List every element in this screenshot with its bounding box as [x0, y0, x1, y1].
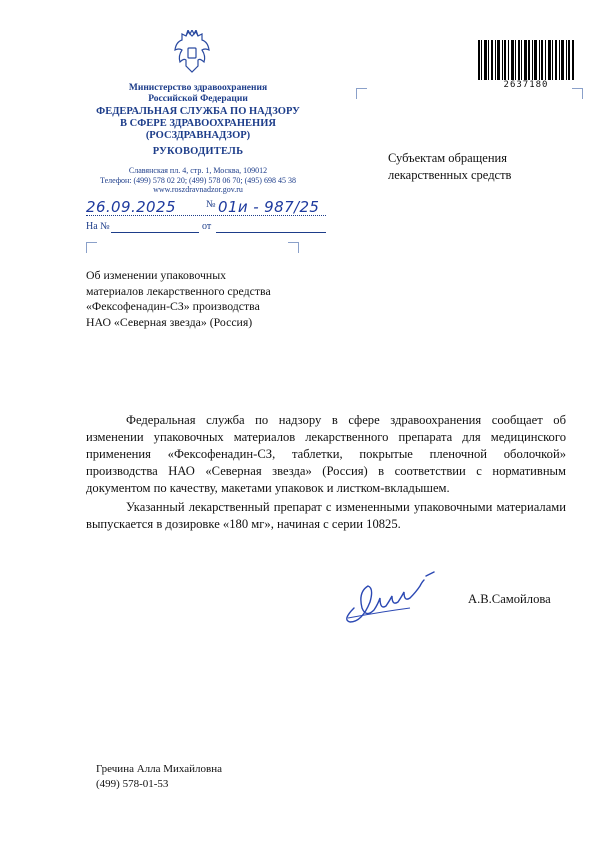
agency-address: Славянская пл. 4, стр. 1, Москва, 109012: [128, 166, 268, 175]
recipient-block: [388, 150, 588, 184]
agency-website: www.roszdravnadzor.gov.ru: [153, 185, 243, 194]
reference-date-field: [216, 232, 326, 233]
agency-line-1: ФЕДЕРАЛЬНАЯ СЛУЖБА ПО НАДЗОРУ: [96, 106, 300, 117]
document-date: 26.09.2025: [86, 198, 176, 216]
signer-name: А.В.Самойлова: [468, 592, 551, 606]
number-sign: №: [206, 199, 216, 210]
document-number: 01и - 987/25: [218, 198, 320, 216]
recipient-line-1: Субъектам обращения: [388, 151, 507, 165]
ministry-line-1: Министерство здравоохранения: [128, 83, 268, 93]
reference-date-label: от: [202, 221, 212, 232]
reference-number-label: На №: [86, 221, 110, 232]
ministry-line-2: Российской Федерации: [148, 94, 248, 104]
recipient-line-2: лекарственных средств: [388, 168, 512, 182]
barcode-number: 2637180: [503, 80, 549, 90]
registration-line: [86, 196, 326, 216]
corner-bracket: [86, 242, 97, 253]
subject-line-3: «Фексофенадин-СЗ» производства: [86, 299, 260, 313]
agency-phones: Телефон: (499) 578 02 20; (499) 578 06 70; (495) 698 45 38: [100, 175, 296, 185]
subject-line-1: Об изменении упаковочных: [86, 268, 227, 282]
executor-phone: (499) 578-01-53: [96, 777, 169, 790]
head-title: РУКОВОДИТЕЛЬ: [152, 146, 244, 157]
letter-body: [86, 412, 566, 533]
executor-name: Гречина Алла Михайловна: [96, 763, 223, 775]
agency-name: [78, 106, 318, 142]
registration-underline: [86, 215, 326, 216]
handwritten-signature: [340, 568, 450, 628]
barcode: [478, 40, 574, 80]
subject-line-4: НАО «Северная звезда» (Россия): [86, 314, 253, 329]
agency-contacts: [78, 166, 318, 195]
corner-bracket: [288, 242, 299, 253]
russian-coat-of-arms-icon: [172, 30, 212, 74]
agency-line-2: В СФЕРЕ ЗДРАВООХРАНЕНИЯ: [120, 118, 276, 129]
body-paragraph-2: Указанный лекарственный препарат с измененными упаковочными материалами выпускается в дозировке «180 мг», начиная с серии 10825.: [86, 500, 566, 531]
body-paragraph-1: Федеральная служба по надзору в сфере здравоохранения сообщает об изменении упаковочных материалов лекарственного препарата для медицинского применения «Фексофенадин-СЗ, таблетки, покрытые пленочной оболочкой» производства НАО «Северная звезда» (Россия) в соответствии с нормативным документом по качеству, макетами упаковок и листком-вкладышем.: [86, 413, 566, 495]
reference-number-field: [111, 232, 199, 233]
corner-bracket: [356, 88, 367, 99]
executor-info: [96, 762, 222, 791]
letter-subject: [86, 268, 386, 330]
ministry-name: [78, 83, 318, 105]
subject-line-2: материалов лекарственного средства: [86, 283, 271, 298]
agency-line-3: (РОСЗДРАВНАДЗОР): [145, 130, 251, 141]
